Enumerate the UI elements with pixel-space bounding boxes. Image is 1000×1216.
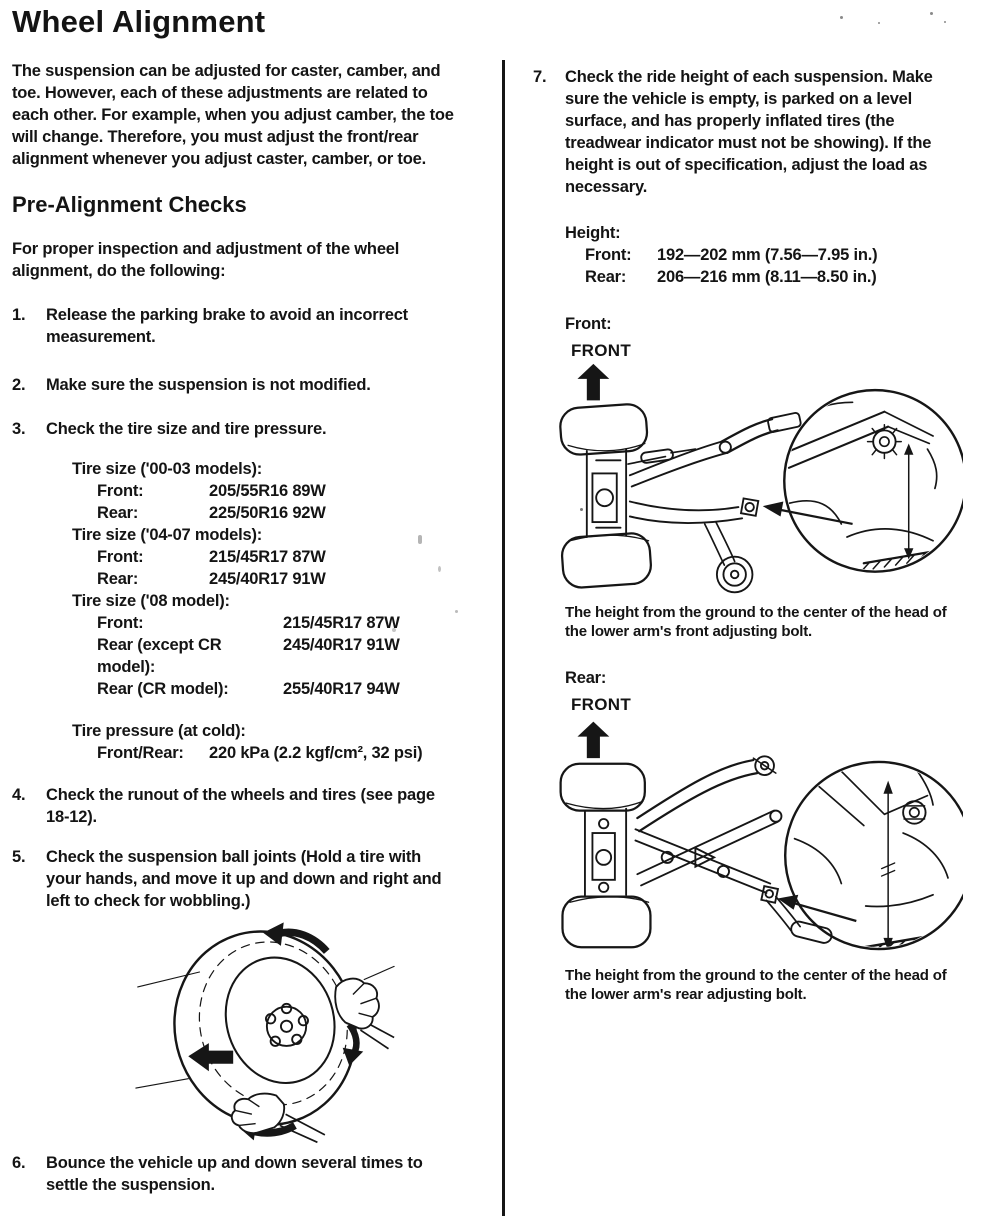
spec-label: Rear: bbox=[97, 570, 139, 588]
front-section-label: Front: bbox=[565, 315, 612, 333]
step-4 bbox=[12, 784, 470, 828]
tire-size-group-heading: Tire size ('08 model): bbox=[72, 592, 230, 610]
spec-value: 225/50R16 92W bbox=[209, 504, 326, 522]
spec-row bbox=[97, 546, 470, 568]
scan-speckle bbox=[930, 12, 933, 15]
page-title: Wheel Alignment bbox=[12, 4, 266, 39]
scan-speckle bbox=[878, 22, 880, 24]
spec-label: Front: bbox=[97, 614, 144, 632]
spec-row bbox=[97, 502, 470, 524]
spec-label: Rear (CR model): bbox=[97, 680, 229, 698]
hands bbox=[232, 979, 394, 1143]
spec-label: Front: bbox=[97, 548, 144, 566]
left-column bbox=[12, 60, 470, 1196]
step-text: Check the tire size and tire pressure. bbox=[46, 420, 327, 438]
tire-size-00-03 bbox=[72, 458, 470, 524]
scan-speckle bbox=[944, 21, 946, 23]
spec-value: 192—202 mm (7.56—7.95 in.) bbox=[657, 246, 878, 264]
spec-label: Rear: bbox=[585, 268, 627, 286]
spec-value: 245/40R17 91W bbox=[283, 636, 400, 654]
column-divider bbox=[502, 60, 505, 1216]
rear-suspension-line-art bbox=[561, 756, 834, 947]
spec-value: 255/40R17 94W bbox=[283, 680, 400, 698]
front-suspension-line-art bbox=[559, 403, 801, 592]
front-illustration-caption: The height from the ground to the center of the head of the lower arm's front adjusting bolt. bbox=[565, 603, 947, 640]
tire-size-08 bbox=[72, 590, 470, 700]
tire-size-04-07 bbox=[72, 524, 470, 590]
tire-pressure-heading: Tire pressure (at cold): bbox=[72, 722, 246, 740]
step-number: 1. bbox=[12, 306, 26, 324]
spec-row bbox=[97, 742, 470, 764]
step-2 bbox=[12, 374, 470, 396]
bolt-pointer-arrow bbox=[778, 895, 857, 921]
front-direction-arrow-icon bbox=[577, 721, 609, 757]
spec-row bbox=[97, 480, 470, 502]
spec-label: Rear: bbox=[97, 504, 139, 522]
spec-value: 215/45R17 87W bbox=[209, 548, 326, 566]
height-heading: Height: bbox=[565, 224, 621, 242]
tire-pressure-spec bbox=[72, 720, 470, 764]
right-column bbox=[533, 66, 989, 1019]
spec-row bbox=[97, 568, 470, 590]
spec-row bbox=[585, 244, 989, 266]
step-number: 6. bbox=[12, 1154, 26, 1173]
spec-value: 215/45R17 87W bbox=[283, 614, 400, 632]
step-number: 7. bbox=[533, 68, 547, 86]
step-text: Release the parking brake to avoid an incorrect measurement. bbox=[46, 306, 408, 346]
step-number: 4. bbox=[12, 786, 26, 804]
spec-value: 206—216 mm (8.11—8.50 in.) bbox=[657, 268, 877, 286]
step-text: Check the suspension ball joints (Hold a tire with your hands, and move it up and down and right and left to check for wobbling.) bbox=[46, 848, 442, 910]
spec-label: Front/Rear: bbox=[97, 744, 184, 762]
spec-value: 220 kPa (2.2 kgf/cm², 32 psi) bbox=[209, 744, 423, 762]
front-direction-label: FRONT bbox=[571, 341, 632, 360]
spec-label: Front: bbox=[97, 482, 144, 500]
spec-value: 245/40R17 91W bbox=[209, 570, 326, 588]
step-5 bbox=[12, 846, 470, 912]
spec-label: Rear (except CR model): bbox=[97, 636, 222, 676]
spec-row bbox=[97, 634, 470, 678]
step-text: Make sure the suspension is not modified. bbox=[46, 376, 371, 394]
spec-row bbox=[585, 266, 989, 288]
spec-value: 205/55R16 89W bbox=[209, 482, 326, 500]
step-text: Bounce the vehicle up and down several times to settle the suspension. bbox=[46, 1154, 423, 1195]
step-1 bbox=[12, 304, 470, 348]
inset-detail-art bbox=[795, 762, 952, 962]
intro-paragraph: The suspension can be adjusted for caster, camber, and toe. However, each of these adjustments are related to each other. For example, when you adjust camber, the toe will change. Therefore, you must adjust the front/rear alignment whenever you adjust caster, camber, or toe. bbox=[12, 62, 454, 168]
front-suspension-illustration bbox=[555, 363, 963, 599]
spec-row bbox=[97, 678, 470, 700]
wheel-wobble-check-illustration bbox=[134, 914, 396, 1146]
spec-label: Front: bbox=[585, 246, 632, 264]
step-3 bbox=[12, 418, 470, 440]
rear-section-label: Rear: bbox=[565, 668, 607, 687]
front-direction-arrow-icon bbox=[577, 364, 609, 400]
pre-alignment-checks-heading: Pre-Alignment Checks bbox=[12, 192, 247, 217]
section-intro: For proper inspection and adjustment of the wheel alignment, do the following: bbox=[12, 240, 400, 280]
rear-suspension-illustration bbox=[555, 717, 963, 962]
rear-illustration-caption: The height from the ground to the center of the head of the lower arm's rear adjusting bolt. bbox=[565, 966, 947, 1003]
scan-speckle bbox=[840, 16, 843, 19]
spec-row bbox=[97, 612, 470, 634]
step-number: 2. bbox=[12, 376, 26, 394]
step-text: Check the runout of the wheels and tires (see page 18-12). bbox=[46, 786, 435, 826]
step-text: Check the ride height of each suspension. Make sure the vehicle is empty, is parked on a level surface, and has properly inflated tires (the treadwear indicator must not be showing). If the height is out of specification, adjust the load as necessary. bbox=[565, 68, 933, 196]
step-number: 5. bbox=[12, 848, 26, 866]
step-number: 3. bbox=[12, 420, 26, 438]
tire-size-group-heading: Tire size ('00-03 models): bbox=[72, 460, 263, 478]
step-6 bbox=[12, 1152, 470, 1196]
rear-front-direction-label: FRONT bbox=[571, 694, 632, 714]
tire-size-group-heading: Tire size ('04-07 models): bbox=[72, 526, 263, 544]
ride-height-spec bbox=[565, 222, 989, 288]
step-7 bbox=[533, 66, 989, 198]
